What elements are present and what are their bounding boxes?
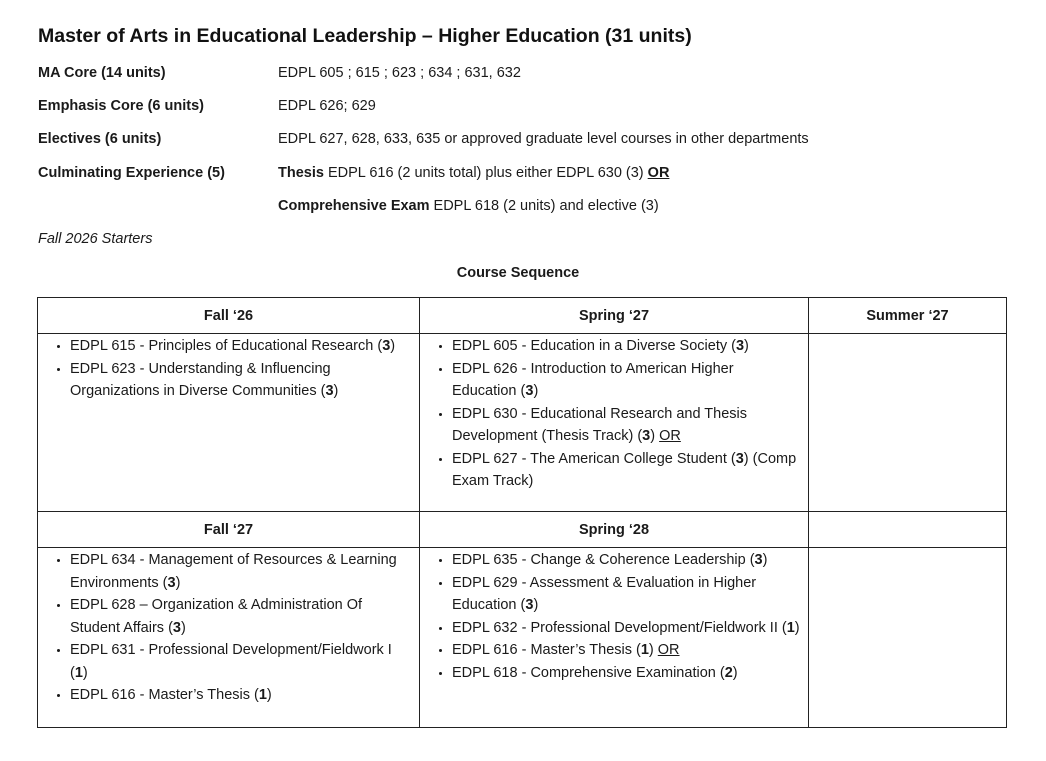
course-text: EDPL 615 - Principles of Educational Research ( bbox=[70, 338, 383, 354]
course-text-after: ) bbox=[390, 338, 396, 354]
course-units: 3 bbox=[735, 450, 744, 467]
course-units: 3 bbox=[525, 383, 534, 399]
course-text: EDPL 616 - Master’s Thesis ( bbox=[70, 687, 259, 703]
course-text-after: ) bbox=[744, 338, 749, 354]
course-text-after: ) (Comp Exam Track) bbox=[452, 450, 797, 489]
course-units: 1 bbox=[74, 664, 83, 681]
course-text: EDPL 618 - Comprehensive Examination ( bbox=[452, 664, 725, 681]
course-item bbox=[452, 639, 802, 662]
term-cell-empty bbox=[809, 548, 1007, 728]
course-text: EDPL 623 - Understanding & Influencing Organizations in Diverse Communities ( bbox=[70, 360, 331, 399]
term-header-spring-27: Spring ‘27 bbox=[420, 298, 809, 334]
course-text-after: ) bbox=[794, 619, 800, 636]
requirement-value bbox=[278, 165, 669, 181]
term-header-empty bbox=[809, 512, 1007, 548]
course-text-after: ) bbox=[762, 552, 768, 568]
course-units: 3 bbox=[642, 428, 651, 444]
table-row bbox=[38, 548, 1007, 728]
sequence-heading: Course Sequence bbox=[456, 265, 580, 281]
course-text: EDPL 626 - Introduction to American Higher Education ( bbox=[452, 360, 734, 399]
course-item bbox=[70, 684, 413, 707]
term-cell-spring-28 bbox=[420, 548, 809, 728]
requirement-label: Culminating Experience (5) bbox=[38, 165, 225, 181]
course-units: 3 bbox=[754, 552, 763, 568]
term-cell-fall-26 bbox=[38, 334, 420, 512]
course-units: 2 bbox=[724, 664, 733, 681]
course-text-after: ) bbox=[333, 383, 339, 399]
requirement-label: Electives (6 units) bbox=[38, 131, 162, 147]
course-text: EDPL 629 - Assessment & Evaluation in Higher Education ( bbox=[452, 574, 757, 613]
requirement-value: EDPL 627, 628, 633, 635 or approved graduate level courses in other departments bbox=[278, 131, 809, 147]
requirement-value: EDPL 605 ; 615 ; 623 ; 634 ; 631, 632 bbox=[278, 65, 521, 81]
course-units: 1 bbox=[786, 619, 795, 636]
course-text: EDPL 635 - Change & Coherence Leadership ( bbox=[452, 552, 755, 568]
term-cell-spring-27 bbox=[420, 334, 809, 512]
or-text: OR bbox=[659, 428, 681, 444]
table-row bbox=[38, 334, 1007, 512]
course-text: EDPL 616 - Master’s Thesis ( bbox=[452, 642, 641, 658]
course-item bbox=[452, 448, 802, 493]
course-units: 1 bbox=[258, 687, 267, 703]
page-title: Master of Arts in Educational Leadership – Higher Education (31 units) bbox=[38, 25, 692, 47]
course-units: 3 bbox=[325, 383, 334, 399]
course-item bbox=[70, 549, 413, 594]
requirement-label: MA Core (14 units) bbox=[38, 65, 166, 81]
or-text: OR bbox=[647, 165, 670, 181]
course-text-after: ) bbox=[175, 574, 181, 591]
requirement-value: EDPL 626; 629 bbox=[278, 98, 376, 114]
course-item bbox=[452, 617, 802, 640]
course-item bbox=[452, 403, 802, 448]
course-sequence-table bbox=[37, 297, 1007, 728]
course-item bbox=[452, 572, 802, 617]
term-cell-fall-27 bbox=[38, 548, 420, 728]
course-units: 3 bbox=[167, 574, 176, 591]
course-units: 3 bbox=[382, 338, 391, 354]
starters-note: Fall 2026 Starters bbox=[38, 231, 153, 247]
term-header-fall-27: Fall ‘27 bbox=[38, 512, 420, 548]
course-item bbox=[452, 549, 802, 572]
course-text: EDPL 632 - Professional Development/Fieldwork II ( bbox=[452, 619, 787, 636]
course-item bbox=[70, 335, 413, 358]
course-text-after: ) bbox=[533, 383, 539, 399]
course-text: EDPL 605 - Education in a Diverse Society ( bbox=[452, 338, 736, 354]
course-text-after: ) bbox=[650, 428, 660, 444]
course-text-after: ) bbox=[732, 664, 738, 681]
exam-option-text: EDPL 618 (2 units) and elective (3) bbox=[429, 198, 659, 214]
term-cell-summer-27 bbox=[809, 334, 1007, 512]
course-text: EDPL 628 – Organization & Administration Of Student Affairs ( bbox=[70, 597, 363, 636]
course-text: EDPL 627 - The American College Student ( bbox=[452, 450, 736, 467]
course-text-after: ) bbox=[180, 619, 186, 636]
requirement-value bbox=[278, 198, 659, 214]
course-text-after: ) bbox=[266, 687, 272, 703]
course-item bbox=[70, 358, 413, 403]
thesis-option-text: EDPL 616 (2 units total) plus either EDPL 630 (3) bbox=[323, 165, 648, 181]
table-header-row bbox=[38, 298, 1007, 334]
term-header-spring-28: Spring ‘28 bbox=[420, 512, 809, 548]
course-item bbox=[452, 358, 802, 403]
course-item bbox=[452, 662, 802, 685]
course-text: EDPL 631 - Professional Development/Fieldwork I ( bbox=[70, 642, 392, 681]
course-text-after: ) bbox=[648, 642, 658, 658]
course-text: EDPL 630 - Educational Research and Thesis Development (Thesis Track) ( bbox=[452, 405, 748, 444]
or-text: OR bbox=[657, 642, 680, 658]
exam-option-label: Comprehensive Exam bbox=[278, 198, 430, 214]
course-units: 3 bbox=[172, 619, 181, 636]
table-header-row bbox=[38, 512, 1007, 548]
course-item bbox=[70, 639, 413, 684]
course-units: 3 bbox=[525, 597, 534, 613]
course-item bbox=[452, 335, 802, 358]
course-item bbox=[70, 594, 413, 639]
term-header-fall-26: Fall ‘26 bbox=[38, 298, 420, 334]
course-text-after: ) bbox=[533, 597, 539, 613]
term-header-summer-27: Summer ‘27 bbox=[809, 298, 1007, 334]
requirement-label: Emphasis Core (6 units) bbox=[38, 98, 204, 114]
thesis-option-label: Thesis bbox=[278, 165, 324, 181]
course-text: EDPL 634 - Management of Resources & Learning Environments ( bbox=[70, 552, 397, 591]
course-text-after: ) bbox=[82, 664, 88, 681]
course-units: 1 bbox=[640, 642, 649, 658]
course-units: 3 bbox=[735, 338, 745, 354]
